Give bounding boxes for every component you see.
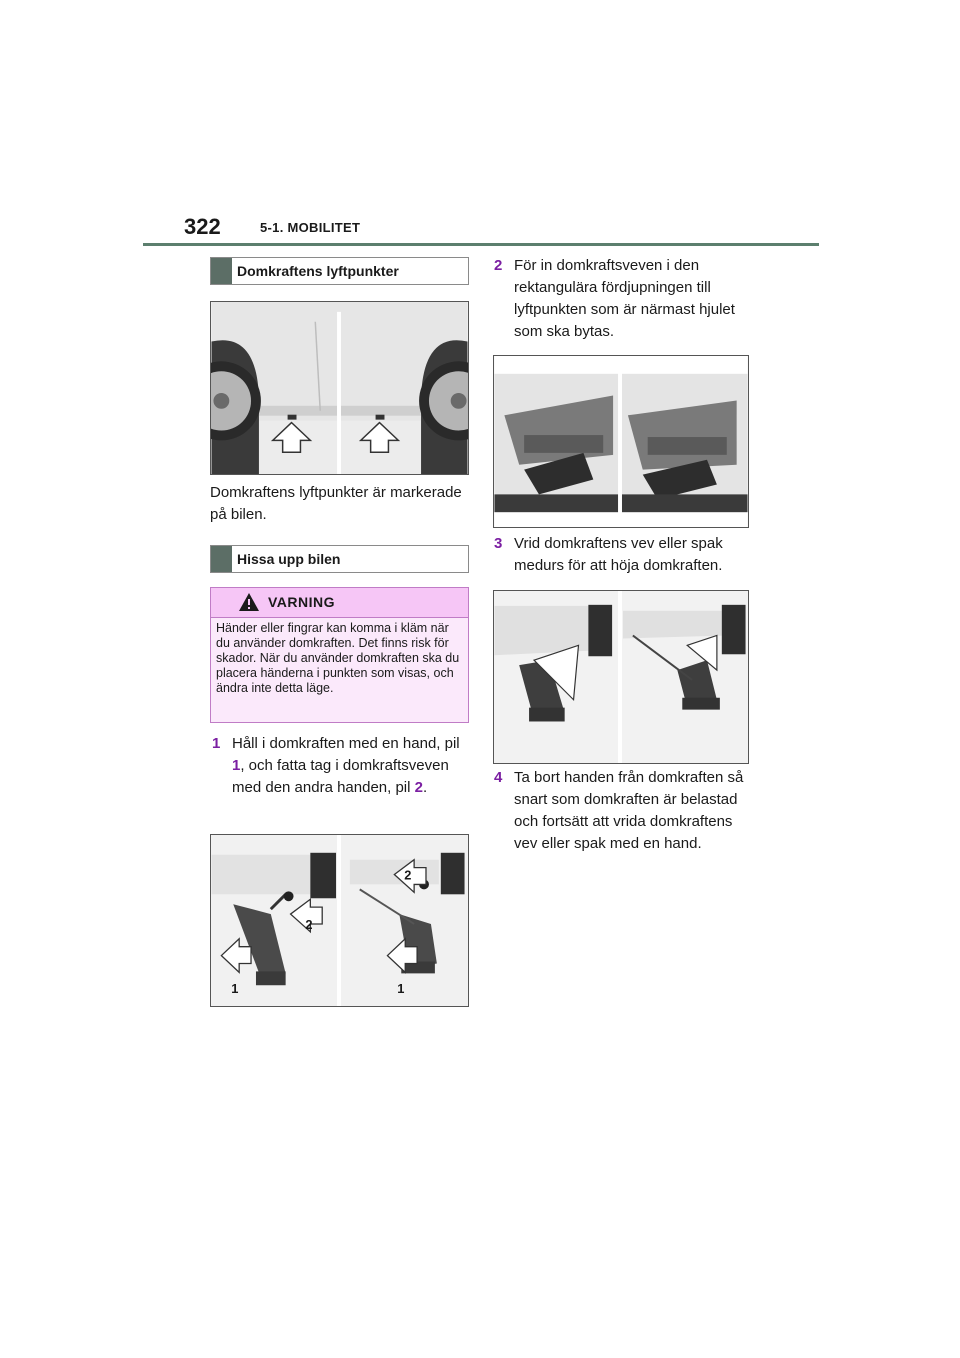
jack-raise-figure bbox=[493, 590, 749, 764]
arrow-label-2-right: 2 bbox=[404, 867, 412, 883]
warning-triangle-icon bbox=[238, 592, 260, 612]
step-1 bbox=[212, 733, 467, 799]
step-text-part: , och fatta tag i domkraftsveven med den andra handen, pil bbox=[232, 757, 449, 796]
chapter-title: 5-1. MOBILITET bbox=[260, 220, 361, 235]
arrow-reference-1: 1 bbox=[232, 757, 241, 774]
step-2 bbox=[494, 255, 752, 343]
section-heading-label: Domkraftens lyftpunkter bbox=[237, 263, 399, 279]
step-text-part: Håll i domkraften med en hand, pil bbox=[232, 735, 460, 752]
lift-points-figure bbox=[210, 301, 469, 475]
step-number: 1 bbox=[212, 735, 221, 752]
step-text: Vrid domkraftens vev eller spak medurs för att höja domkraften. bbox=[514, 535, 723, 574]
section-tab bbox=[211, 546, 232, 572]
lift-points-illustration bbox=[211, 302, 468, 474]
step-number: 4 bbox=[494, 769, 503, 786]
lift-points-paragraph: Domkraftens lyftpunkter är markerade på bilen. bbox=[210, 484, 462, 523]
arrow-label-2-left: 2 bbox=[305, 916, 313, 932]
step-number: 3 bbox=[494, 535, 503, 552]
header-rule bbox=[143, 243, 819, 246]
step-number: 2 bbox=[494, 257, 503, 274]
section-heading-raise-car bbox=[210, 545, 469, 573]
jack-insert-figure bbox=[493, 355, 749, 528]
step-text bbox=[212, 733, 467, 799]
warning-header bbox=[211, 588, 468, 618]
step-4 bbox=[494, 767, 752, 855]
warning-text: Händer eller fingrar kan komma i kläm när du använder domkraften. Det finns risk för skador. När du använder domkraften ska du placera händerna i punkten som visas, och ändra inte detta läge. bbox=[216, 621, 460, 695]
jack-raise-illustration bbox=[494, 591, 748, 763]
arrow-label-1-left: 1 bbox=[231, 981, 239, 997]
step-text: Ta bort handen från domkraften så snart som domkraften är belastad och fortsätt att vrida domkraftens vev eller spak med en hand. bbox=[514, 769, 744, 852]
step-3 bbox=[494, 533, 752, 577]
section-heading-lift-points bbox=[210, 257, 469, 285]
step-text: För in domkraftsveven i den rektangulära fördjupningen till lyftpunkten som är närmast hjulet som ska bytas. bbox=[514, 257, 735, 340]
page-number: 322 bbox=[184, 214, 221, 239]
warning-box bbox=[210, 587, 469, 723]
section-heading-label: Hissa upp bilen bbox=[237, 551, 341, 567]
arrow-reference-2: 2 bbox=[414, 779, 423, 796]
jack-insert-illustration bbox=[494, 356, 748, 527]
step-text-part: . bbox=[422, 779, 428, 796]
arrow-label-1-right: 1 bbox=[397, 981, 405, 997]
jack-handling-figure bbox=[210, 834, 469, 1007]
section-tab bbox=[211, 258, 232, 284]
warning-title: VARNING bbox=[268, 594, 336, 610]
jack-handling-illustration bbox=[211, 835, 468, 1006]
